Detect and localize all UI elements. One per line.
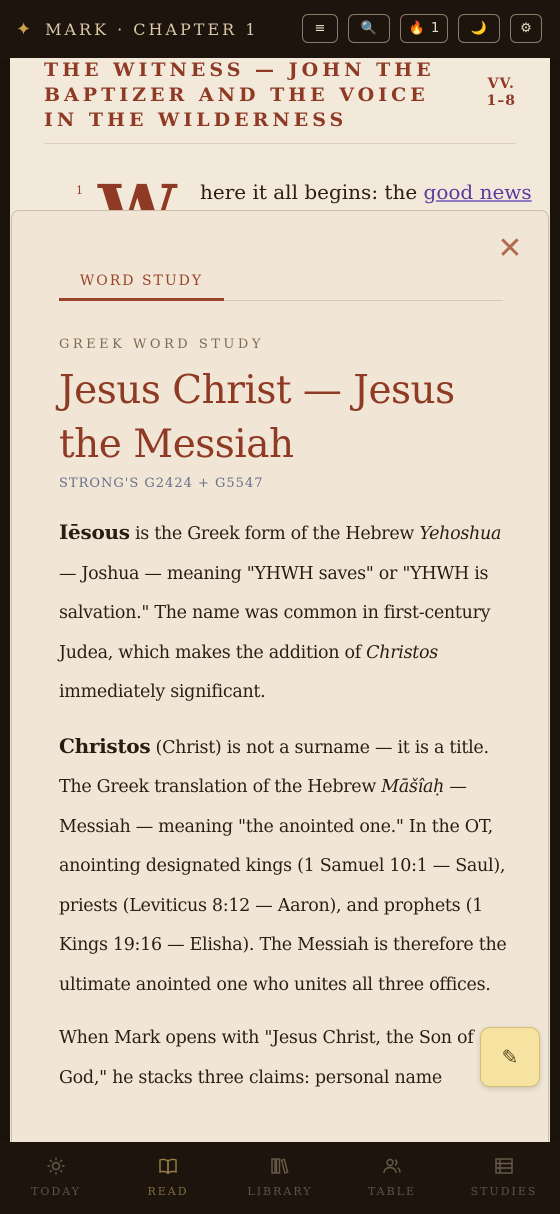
term-christos: Christos: [59, 733, 151, 758]
gear-icon: ⚙: [520, 21, 532, 36]
people-icon: [382, 1156, 402, 1176]
flame-icon: 🔥: [408, 21, 425, 36]
verse-text: [200, 180, 532, 204]
moon-icon: 🌙: [470, 21, 488, 36]
p1-em-christos: Christos: [366, 642, 438, 663]
toolbar-actions: [302, 14, 542, 43]
p2-em-mashiah: Māšîaḥ: [381, 777, 445, 797]
settings-button[interactable]: [510, 14, 542, 43]
bottom-nav: [0, 1142, 560, 1214]
logo-star-icon: ✦: [16, 18, 32, 40]
tab-word-study[interactable]: WORD STUDY: [59, 269, 224, 301]
paragraph-iesous: [59, 513, 507, 713]
section-title: THE WITNESS — JOHN THE BAPTIZER AND THE VOICE IN THE WILDERNESS: [44, 59, 435, 131]
nav-library-label: LIBRARY: [247, 1185, 313, 1198]
verse-text-body: here it all begins: the: [200, 180, 424, 204]
book-icon: [158, 1156, 178, 1176]
nav-studies-label: STUDIES: [470, 1185, 538, 1198]
menu-button[interactable]: [302, 14, 338, 43]
nav-library[interactable]: [224, 1142, 336, 1214]
nav-read-label: READ: [147, 1185, 189, 1198]
pencil-icon: ✎: [501, 1045, 519, 1069]
sheet-tabs: [59, 269, 503, 301]
list-icon: [494, 1156, 514, 1176]
strongs-reference: STRONG'S G2424 + G5547: [59, 476, 264, 491]
menu-icon: ≡: [314, 21, 326, 36]
word-study-content: [59, 337, 507, 1098]
study-kicker: GREEK WORD STUDY: [59, 337, 264, 352]
nav-table-label: TABLE: [367, 1185, 417, 1198]
verse-number: 1: [76, 184, 83, 197]
p2-text-a: (Christ) is not a surname — it is a title. The Greek translation of the Hebrew: [59, 737, 489, 797]
top-bar: [0, 0, 560, 58]
search-icon: 🔍: [360, 21, 378, 36]
nav-read[interactable]: [112, 1142, 224, 1214]
p1-text-c: immediately significant.: [59, 682, 266, 702]
paragraph-christos: [59, 727, 507, 1006]
verses-label: VV.: [487, 76, 515, 92]
study-title: Jesus Christ — Jesus the Messiah: [59, 368, 455, 467]
p1-text-a: is the Greek form of the Hebrew: [129, 524, 420, 544]
p2-text-b: — Messiah — meaning "the anointed one." In the OT, anointing designated kings (1 Samuel 10:1 — Saul), priests (Leviticus 8:12 — Aaron), and prophets (1 Kings 19:16 — Elisha). The Messiah is therefore the ultimate anointed one who unites all three offices.: [59, 777, 507, 995]
nav-studies[interactable]: [448, 1142, 560, 1214]
nav-table[interactable]: [336, 1142, 448, 1214]
paragraph-claims: When Mark opens with "Jesus Christ, the Son of God," he stacks three claims: personal name: [59, 1028, 474, 1088]
theme-toggle-button[interactable]: [458, 14, 500, 43]
close-icon: ✕: [497, 231, 523, 266]
streak-count: 1: [430, 21, 440, 36]
p1-em-yehoshua: Yehoshua: [419, 524, 502, 544]
verses-numbers: 1–8: [486, 93, 516, 109]
p1-text-b: — Joshua — meaning "YHWH saves" or "YHWH is salvation." The name was common in first-century Judea, which makes the addition of: [59, 563, 491, 663]
chapter-breadcrumb[interactable]: MARK · CHAPTER 1: [45, 19, 259, 39]
word-study-sheet: [11, 210, 549, 1142]
note-fab-button[interactable]: [480, 1027, 540, 1087]
verses-range: [487, 76, 516, 110]
library-icon: [270, 1156, 290, 1176]
streak-button[interactable]: [400, 14, 448, 43]
nav-today-label: TODAY: [31, 1185, 81, 1198]
close-button[interactable]: [494, 233, 526, 265]
search-button[interactable]: [348, 14, 390, 43]
word-study-link[interactable]: good news: [423, 180, 532, 204]
sun-icon: [46, 1156, 66, 1176]
section-header: [44, 58, 516, 144]
nav-today[interactable]: [0, 1142, 112, 1214]
term-iesous: Iēsous: [59, 520, 130, 544]
